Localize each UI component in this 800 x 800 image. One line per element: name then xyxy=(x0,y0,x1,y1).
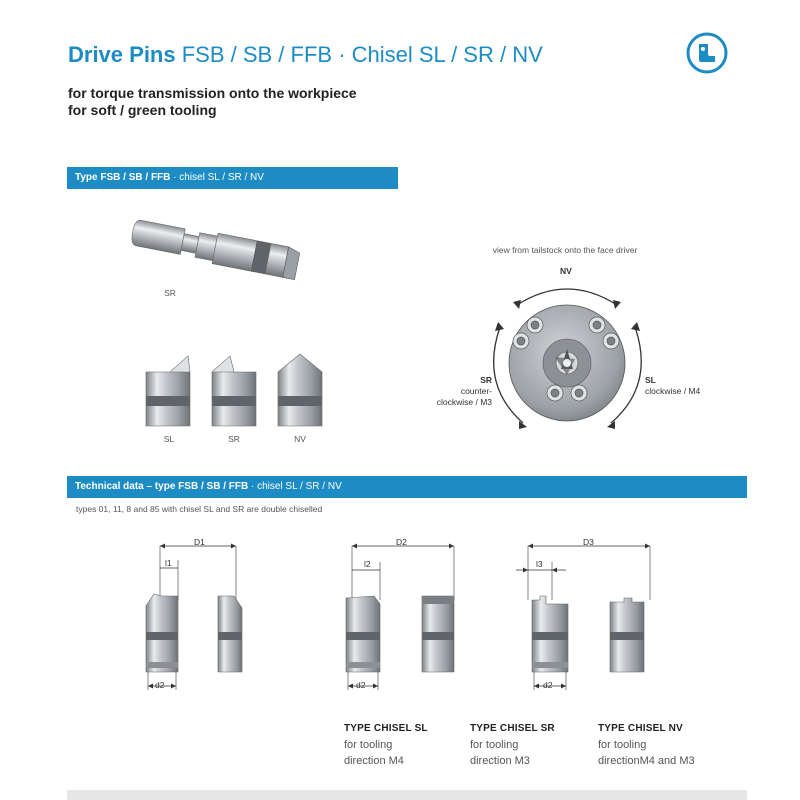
drawing-chisel-sr xyxy=(336,540,468,700)
title-bold: Drive Pins xyxy=(68,42,176,67)
section-bar-technical-bold: Technical data – type FSB / SB / FFB xyxy=(75,481,249,492)
dim-d2: D2 xyxy=(396,537,407,547)
type-line2-sl: direction M4 xyxy=(344,755,404,767)
dim-l1: l1 xyxy=(165,558,172,568)
dim-d3: D3 xyxy=(583,537,594,547)
face-driver-logo-icon xyxy=(686,32,728,74)
subtitle-line-1: for torque transmission onto the workpiece xyxy=(68,85,357,101)
subtitle-line-2: for soft / green tooling xyxy=(68,102,217,118)
diagram-label-right xyxy=(645,375,700,397)
pin-sr-label: SR xyxy=(164,288,176,298)
type-line1-sl: for tooling xyxy=(344,739,393,751)
diagram-left-code: SR xyxy=(480,375,492,385)
section-bar-type-bold: Type FSB / SB / FFB xyxy=(75,172,171,183)
section-bar-technical-rest: · chisel SL / SR / NV xyxy=(248,481,342,492)
page-title xyxy=(68,42,543,68)
section-bar-type xyxy=(67,167,398,189)
chisel-pin-nv xyxy=(278,354,322,426)
type-line1-sr: for tooling xyxy=(470,739,519,751)
chisel-label-sl: SL xyxy=(163,434,175,444)
title-rest: FSB / SB / FFB · Chisel SL / SR / NV xyxy=(175,42,543,67)
dim-l2: l2 xyxy=(364,559,371,569)
chisel-label-nv: NV xyxy=(294,434,306,444)
drawing-chisel-sl xyxy=(138,540,250,700)
section-bar-type-rest: · chisel SL / SR / NV xyxy=(170,172,264,183)
technical-note: types 01, 11, 8 and 85 with chisel SL and SR are double chiselled xyxy=(76,504,323,514)
dim-d2-3: d2 xyxy=(543,680,553,690)
type-line2-nv: directionM4 and M3 xyxy=(598,755,695,767)
dim-d1: D1 xyxy=(194,537,205,547)
diagram-label-nv: NV xyxy=(560,266,572,276)
chisel-label-sr: SR xyxy=(228,434,240,444)
diagram-label-left xyxy=(420,375,492,408)
type-block-sl xyxy=(344,723,428,769)
page-subtitle xyxy=(68,85,357,119)
type-heading-sl: TYPE CHISEL SL xyxy=(344,723,428,734)
diagram-left-line-2: clockwise / M3 xyxy=(436,397,492,407)
section-bar-technical-data xyxy=(67,476,747,498)
diagram-caption: view from tailstock onto the face driver xyxy=(492,245,638,255)
type-block-sr xyxy=(470,723,555,769)
dim-d2-1: d2 xyxy=(155,680,165,690)
diagram-right-line-1: clockwise / M4 xyxy=(645,386,701,396)
diagram-left-line-1: counter- xyxy=(460,386,492,396)
table-header-strip xyxy=(67,790,747,800)
diagram-right-code: SL xyxy=(645,375,656,385)
dim-d2-2: d2 xyxy=(356,680,366,690)
type-block-nv xyxy=(598,723,695,769)
type-line2-sr: direction M3 xyxy=(470,755,530,767)
type-heading-nv: TYPE CHISEL NV xyxy=(598,723,683,734)
chisel-pin-sr xyxy=(212,356,256,426)
dim-l3: l3 xyxy=(536,559,543,569)
drawing-chisel-nv xyxy=(512,540,662,700)
face-driver-diagram xyxy=(485,275,655,440)
type-line1-nv: for tooling xyxy=(598,739,647,751)
chisel-pins-image xyxy=(140,352,330,430)
type-heading-sr: TYPE CHISEL SR xyxy=(470,723,555,734)
chisel-pin-sl xyxy=(146,356,190,426)
